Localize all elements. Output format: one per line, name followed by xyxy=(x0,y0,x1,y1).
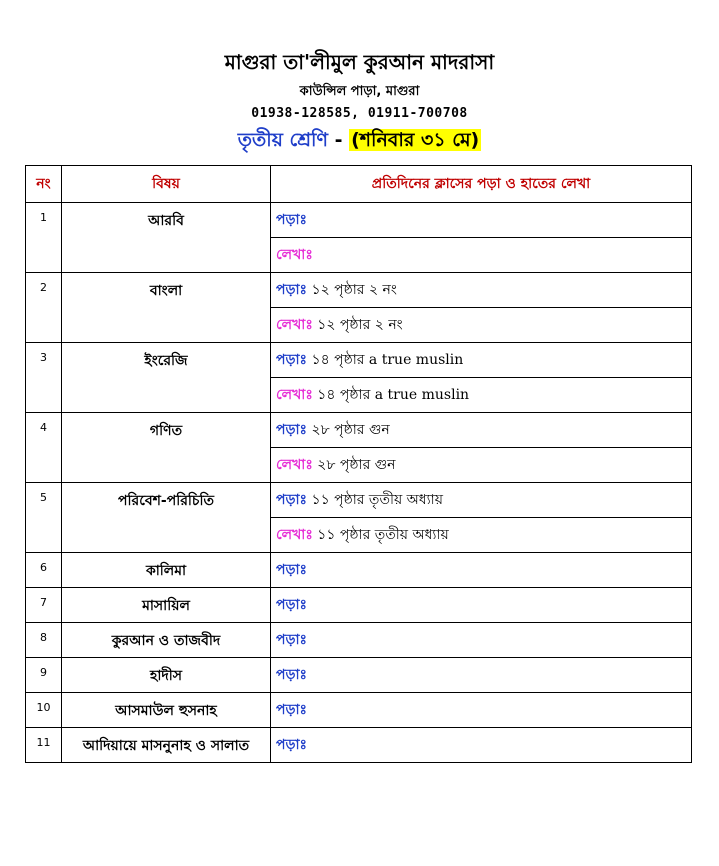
write-label: লেখাঃ xyxy=(276,387,313,403)
read-label: পড়াঃ xyxy=(276,702,308,718)
table-row xyxy=(26,553,692,588)
read-task xyxy=(271,343,692,378)
table-row xyxy=(26,343,692,378)
read-task xyxy=(271,728,692,763)
row-number: 1 xyxy=(26,203,62,273)
subject-name: আরবি xyxy=(62,203,271,273)
row-number: 9 xyxy=(26,658,62,693)
write-value: ১৪ পৃষ্ঠার a true muslin xyxy=(312,387,470,403)
subject-name: আদিয়ায়ে মাসনুনাহ ও সালাত xyxy=(62,728,271,763)
read-task xyxy=(271,588,692,623)
subject-name: মাসায়িল xyxy=(62,588,271,623)
read-label: পড়াঃ xyxy=(276,632,308,648)
read-task xyxy=(271,623,692,658)
read-label: পড়াঃ xyxy=(276,597,308,613)
write-value: ১১ পৃষ্ঠার তৃতীয় অধ্যায় xyxy=(312,527,449,543)
read-label: পড়াঃ xyxy=(276,422,308,438)
row-number: 8 xyxy=(26,623,62,658)
subject-name: কুরআন ও তাজবীদ xyxy=(62,623,271,658)
read-task xyxy=(271,553,692,588)
read-task xyxy=(271,273,692,308)
subject-name: ইংরেজি xyxy=(62,343,271,413)
write-task xyxy=(271,448,692,483)
header-work: প্রতিদিনের ক্লাসের পড়া ও হাতের লেখা xyxy=(271,166,692,203)
read-label: পড়াঃ xyxy=(276,352,308,368)
write-label: লেখাঃ xyxy=(276,527,313,543)
class-work-table xyxy=(25,165,692,763)
subject-name: কালিমা xyxy=(62,553,271,588)
phone-numbers: 01938-128585, 01911-700708 xyxy=(251,106,468,121)
row-number: 5 xyxy=(26,483,62,553)
school-name: মাগুরা তা'লীমুল কুরআন মাদরাসা xyxy=(224,50,495,74)
table-row xyxy=(26,413,692,448)
table-row xyxy=(26,588,692,623)
read-task xyxy=(271,693,692,728)
read-value: ১২ পৃষ্ঠার ২ নং xyxy=(307,282,397,298)
class-date-line xyxy=(0,126,719,158)
table-row xyxy=(26,483,692,518)
read-value: ২৮ পৃষ্ঠার গুন xyxy=(307,422,390,438)
read-label: পড়াঃ xyxy=(276,492,308,508)
class-name: তৃতীয় শ্রেণি xyxy=(237,129,328,151)
read-task xyxy=(271,203,692,238)
table-row xyxy=(26,273,692,308)
write-task xyxy=(271,238,692,273)
read-task xyxy=(271,483,692,518)
read-label: পড়াঃ xyxy=(276,737,308,753)
table-row xyxy=(26,728,692,763)
write-value: ২৮ পৃষ্ঠার গুন xyxy=(312,457,396,473)
row-number: 6 xyxy=(26,553,62,588)
row-number: 10 xyxy=(26,693,62,728)
write-task xyxy=(271,308,692,343)
subject-name: বাংলা xyxy=(62,273,271,343)
read-label: পড়াঃ xyxy=(276,667,308,683)
subject-name: হাদীস xyxy=(62,658,271,693)
school-address: কাউন্সিল পাড়া, মাগুরা xyxy=(299,84,420,99)
read-task xyxy=(271,413,692,448)
subject-name: গণিত xyxy=(62,413,271,483)
row-number: 3 xyxy=(26,343,62,413)
read-task xyxy=(271,658,692,693)
row-number: 7 xyxy=(26,588,62,623)
read-label: পড়াঃ xyxy=(276,562,308,578)
table-row xyxy=(26,203,692,238)
write-value: ১২ পৃষ্ঠার ২ নং xyxy=(312,317,403,333)
title-separator: - xyxy=(327,129,350,151)
subject-name: পরিবেশ-পরিচিতি xyxy=(62,483,271,553)
row-number: 4 xyxy=(26,413,62,483)
write-label: লেখাঃ xyxy=(276,457,313,473)
table-row xyxy=(26,658,692,693)
read-label: পড়াঃ xyxy=(276,282,308,298)
write-label: লেখাঃ xyxy=(276,247,313,263)
read-value: ১৪ পৃষ্ঠার a true muslin xyxy=(307,352,464,368)
subject-name: আসমাউল হুসনাহ xyxy=(62,693,271,728)
read-label: পড়াঃ xyxy=(276,212,308,228)
table-row xyxy=(26,693,692,728)
table-row xyxy=(26,623,692,658)
write-task xyxy=(271,518,692,553)
header-num: নং xyxy=(26,166,62,203)
read-value: ১১ পৃষ্ঠার তৃতীয় অধ্যায় xyxy=(307,492,443,508)
date-badge: (শনিবার ৩১ মে) xyxy=(351,129,480,151)
header-subject: বিষয় xyxy=(62,166,271,203)
row-number: 2 xyxy=(26,273,62,343)
table-header-row xyxy=(26,166,692,203)
row-number: 11 xyxy=(26,728,62,763)
write-task xyxy=(271,378,692,413)
write-label: লেখাঃ xyxy=(276,317,313,333)
